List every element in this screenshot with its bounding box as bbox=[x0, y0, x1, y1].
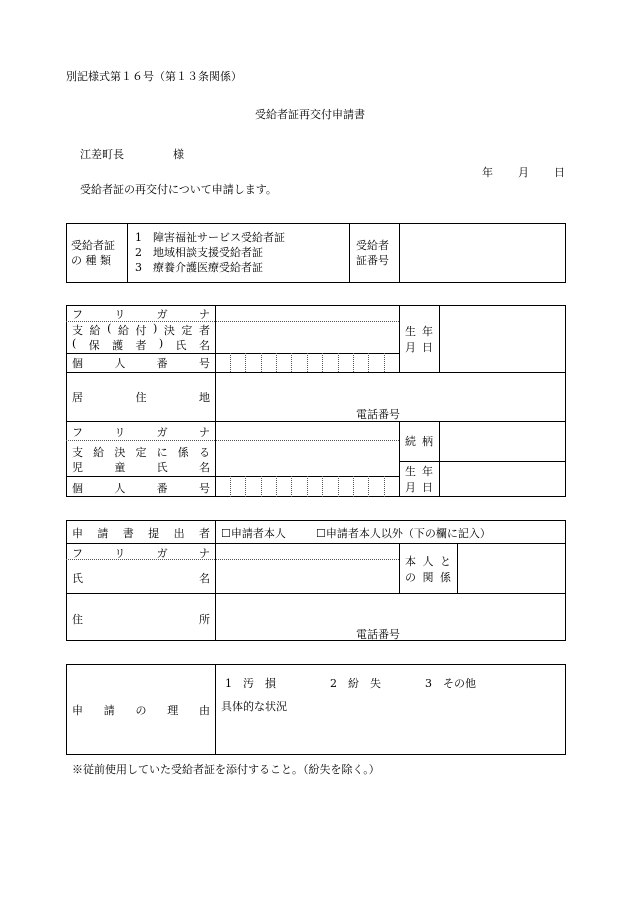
submitter-furigana-label: フ リ ガ ナ bbox=[72, 547, 210, 560]
submitter-phone-label: 電話番号 bbox=[356, 628, 400, 641]
child-birth-date-label-line2: 月 日 bbox=[405, 481, 433, 494]
submitter-relation-field[interactable] bbox=[458, 544, 565, 592]
honorific: 様 bbox=[173, 148, 184, 161]
relation-label-line1: 本 人 と bbox=[405, 555, 451, 568]
submitter-label: 申 請 書 提 出 者 bbox=[72, 527, 210, 540]
child-furigana-label: フ リ ガ ナ bbox=[72, 426, 210, 439]
reason-option-other[interactable]: 3 その他 bbox=[425, 677, 476, 690]
individual-number-label: 個 人 番 号 bbox=[72, 357, 210, 370]
document-title: 受給者証再交付申請書 bbox=[255, 108, 365, 121]
submitter-furigana-field[interactable] bbox=[216, 544, 398, 558]
reason-label: 申 請 の 理 由 bbox=[72, 704, 210, 717]
child-name-field[interactable] bbox=[216, 441, 398, 475]
child-birth-date-field[interactable] bbox=[440, 462, 565, 496]
decider-name-field[interactable] bbox=[216, 322, 398, 352]
furigana-label: フ リ ガ ナ bbox=[72, 308, 210, 321]
birth-date-label-line1: 生 年 bbox=[405, 325, 433, 338]
certificate-number-label: 受給者 証番号 bbox=[356, 239, 389, 267]
decider-label-line2: ( 保 護 者 ) 氏 名 bbox=[72, 337, 210, 352]
birth-date-label-line2: 月 日 bbox=[405, 341, 433, 354]
child-furigana-field[interactable] bbox=[216, 422, 398, 439]
reason-option-lost[interactable]: 2 紛 失 bbox=[330, 677, 381, 690]
certificate-type-options bbox=[135, 230, 285, 275]
intro-text: 受給者証の再交付について申請します。 bbox=[80, 183, 277, 196]
child-individual-number-label: 個 人 番 号 bbox=[72, 482, 210, 495]
option-medical-care: 3 療養介護医療受給者証 bbox=[135, 261, 263, 274]
date-year-label: 年 bbox=[482, 166, 493, 179]
decider-individual-number-field[interactable] bbox=[216, 354, 398, 371]
date-month-label: 月 bbox=[518, 166, 529, 179]
submitter-self-checkbox[interactable]: ☐申請者本人 bbox=[221, 527, 286, 540]
child-name-label-line1: 支 給 決 定 に 係 る bbox=[72, 446, 210, 459]
date-day-label: 日 bbox=[554, 166, 565, 179]
submitter-name-field[interactable] bbox=[216, 560, 398, 592]
submitter-other-checkbox[interactable]: ☐申請者本人以外（下の欄に記入） bbox=[316, 527, 491, 540]
relation-label-line2: の 関 係 bbox=[405, 571, 451, 584]
reason-option-damaged[interactable]: 1 汚 損 bbox=[225, 677, 276, 690]
decider-furigana-field[interactable] bbox=[216, 306, 398, 320]
residence-label: 居 住 地 bbox=[72, 391, 210, 404]
child-birth-date-label-line1: 生 年 bbox=[405, 465, 433, 478]
submitter-address-field[interactable] bbox=[216, 594, 565, 640]
relationship-label: 続 柄 bbox=[405, 435, 433, 448]
reason-detail-label: 具体的な状況 bbox=[221, 700, 287, 713]
option-welfare-service: 1 障害福祉サービス受給者証 bbox=[135, 231, 285, 244]
submitter-address-label: 住 所 bbox=[72, 613, 210, 626]
footnote: ※従前使用していた受給者証を添付すること。（紛失を除く。） bbox=[72, 763, 380, 776]
option-community-consultation: 2 地域相談支援受給者証 bbox=[135, 246, 263, 259]
decider-label-line1: 支 給 ( 給 付 ) 決 定 者 bbox=[72, 322, 210, 337]
child-name-label-line2: 児 童 氏 名 bbox=[72, 461, 210, 474]
addressee: 江差町長 bbox=[80, 148, 124, 161]
form-number: 別記様式第１６号（第１３条関係） bbox=[66, 70, 242, 83]
relationship-field[interactable] bbox=[440, 422, 565, 460]
certificate-number-field[interactable] bbox=[400, 224, 565, 282]
submitter-name-label: 氏 名 bbox=[72, 572, 210, 585]
residence-field[interactable] bbox=[216, 373, 565, 420]
child-individual-number-field[interactable] bbox=[216, 477, 398, 496]
decider-birth-date-field[interactable] bbox=[440, 306, 565, 371]
reason-detail-field[interactable] bbox=[216, 715, 565, 754]
residence-phone-label: 電話番号 bbox=[356, 408, 400, 421]
certificate-type-label: 受給者証 の 種 類 bbox=[71, 239, 115, 267]
